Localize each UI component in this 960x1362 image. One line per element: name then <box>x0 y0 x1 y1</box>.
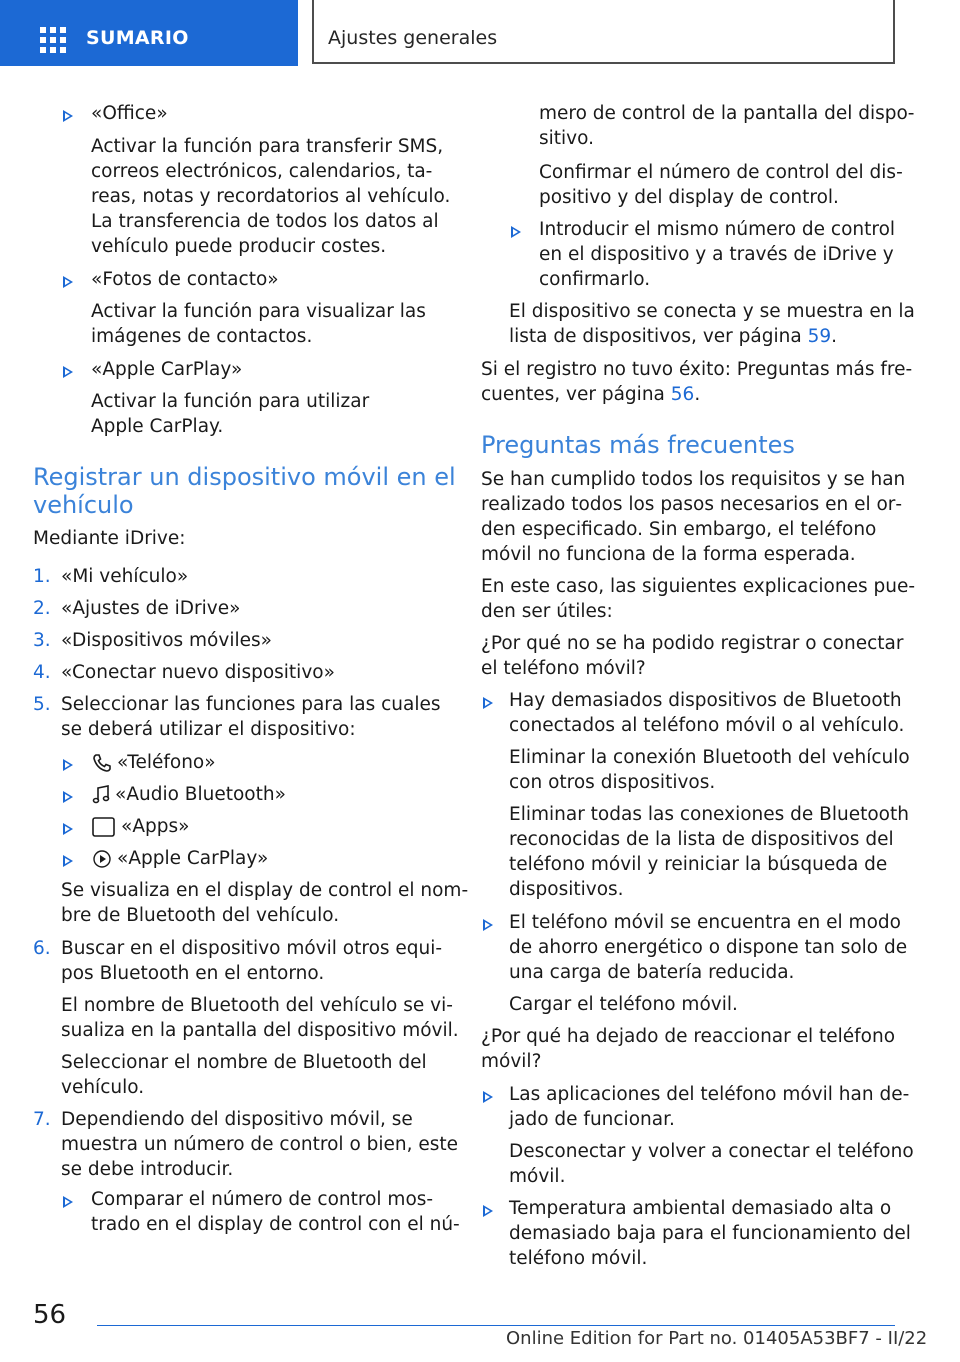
faq-text: móvil no funciona de la forma esperada. <box>481 544 856 565</box>
step-text: Seleccionar las funciones para las cuales <box>61 694 441 715</box>
carplay-text-line: Activar la función para utilizar <box>91 391 370 412</box>
option-telefono <box>91 750 216 776</box>
fail-text: cuentes, ver página 56. <box>481 384 701 405</box>
substep-text: en el dispositivo y a través de iDrive y <box>539 244 894 265</box>
fotos-title: «Fotos de contacto» <box>91 269 279 290</box>
substep-text: Introducir el mismo número de control <box>539 219 896 240</box>
answer-text: Temperatura ambiental demasiado alta o <box>509 1198 892 1219</box>
bullet-triangle-icon <box>483 919 493 931</box>
step-text: vehículo. <box>61 1077 145 1098</box>
option-label: «Teléfono» <box>117 752 216 773</box>
sumario-button[interactable] <box>0 0 298 66</box>
answer-text: Desconectar y volver a conectar el teléfono <box>509 1141 914 1162</box>
fail-text-part: cuentes, ver página <box>481 384 665 405</box>
sumario-label: SUMARIO <box>86 27 189 49</box>
option-label: «Apple CarPlay» <box>117 848 269 869</box>
step-text: «Dispositivos móviles» <box>61 630 272 651</box>
option-label: «Apps» <box>121 816 190 837</box>
answer-text: con otros dispositivos. <box>509 772 716 793</box>
step-text: se debe introducir. <box>61 1159 234 1180</box>
option-apple-carplay <box>91 846 268 872</box>
bullet-triangle-icon <box>63 855 73 867</box>
answer-text: una carga de batería reducida. <box>509 962 795 983</box>
step-text: El nombre de Bluetooth del vehículo se vi‐ <box>61 995 453 1016</box>
music-note-icon <box>91 784 111 806</box>
step-number: 7. <box>33 1109 51 1130</box>
page-link-56[interactable]: 56 <box>670 384 695 405</box>
answer-text: Hay demasiados dispositivos de Bluetooth <box>509 690 902 711</box>
substep-text: mero de control de la pantalla del dispo‐ <box>539 103 915 124</box>
fail-text: Si el registro no tuvo éxito: Preguntas más fre‐ <box>481 359 913 380</box>
bullet-triangle-icon <box>63 110 73 122</box>
carplay-play-icon <box>91 848 113 870</box>
page-link-59[interactable]: 59 <box>807 326 832 347</box>
option-apps <box>91 814 189 840</box>
answer-text: conectados al teléfono móvil o al vehículo. <box>509 715 905 736</box>
step-text: «Conectar nuevo dispositivo» <box>61 662 335 683</box>
substep-text: confirmarlo. <box>539 269 651 290</box>
substep-text: positivo y del display de control. <box>539 187 839 208</box>
answer-text: Eliminar todas las conexiones de Bluetooth <box>509 804 909 825</box>
grid-menu-icon <box>40 29 66 51</box>
section-heading-faq: Preguntas más frecuentes <box>481 431 795 459</box>
footer-divider <box>97 1325 895 1326</box>
answer-text: Las aplicaciones del teléfono móvil han de‐ <box>509 1084 910 1105</box>
substep-text: Confirmar el número de control del dis‐ <box>539 162 903 183</box>
substep-text: sitivo. <box>539 128 594 149</box>
page-header <box>0 0 960 66</box>
answer-text: dispositivos. <box>509 879 624 900</box>
office-text-line: La transferencia de todos los datos al <box>91 211 439 232</box>
step-number: 1. <box>33 566 51 587</box>
fotos-text-line: imágenes de contactos. <box>91 326 313 347</box>
answer-text: reconocidas de la lista de dispositivos del <box>509 829 894 850</box>
bullet-triangle-icon <box>511 226 521 238</box>
step-text: Seleccionar el nombre de Bluetooth del <box>61 1052 427 1073</box>
carplay-title: «Apple CarPlay» <box>91 359 243 380</box>
step-text: Buscar en el dispositivo móvil otros equi‐ <box>61 938 443 959</box>
option-label: «Audio Bluetooth» <box>115 784 286 805</box>
step-text-part: lista de dispositivos, ver página <box>509 326 802 347</box>
bullet-triangle-icon <box>63 823 73 835</box>
answer-text: teléfono móvil y reiniciar la búsqueda de <box>509 854 888 875</box>
office-text-line: reas, notas y recordatorios al vehículo. <box>91 186 451 207</box>
chapter-header <box>312 0 895 64</box>
faq-text: Se han cumplido todos los requisitos y se han <box>481 469 906 490</box>
office-text-line: correos electrónicos, calendarios, ta‐ <box>91 161 433 182</box>
answer-text: El teléfono móvil se encuentra en el modo <box>509 912 901 933</box>
step-text: pos Bluetooth en el entorno. <box>61 963 325 984</box>
step-text: «Ajustes de iDrive» <box>61 598 241 619</box>
faq-text: realizado todos los pasos necesarios en el or‐ <box>481 494 903 515</box>
apps-square-icon <box>91 816 117 838</box>
page-number: 56 <box>33 1300 67 1330</box>
step-text: «Mi vehículo» <box>61 566 189 587</box>
office-text-line: vehículo puede producir costes. <box>91 236 387 257</box>
step-number: 5. <box>33 694 51 715</box>
answer-text: demasiado baja para el funcionamiento del <box>509 1223 911 1244</box>
fotos-text-line: Activar la función para visualizar las <box>91 301 426 322</box>
bullet-triangle-icon <box>63 759 73 771</box>
bullet-triangle-icon <box>63 791 73 803</box>
step-number: 4. <box>33 662 51 683</box>
office-text-line: Activar la función para transferir SMS, <box>91 136 444 157</box>
answer-text: jado de funcionar. <box>509 1109 675 1130</box>
substep-text: trado en el display de control con el nú‐ <box>91 1214 460 1235</box>
substep-text: Comparar el número de control mos‐ <box>91 1189 434 1210</box>
office-title: «Office» <box>91 103 168 124</box>
question-text: ¿Por qué no se ha podido registrar o conectar <box>481 633 904 654</box>
step-text: muestra un número de control o bien, este <box>61 1134 459 1155</box>
step-text: sualiza en la pantalla del dispositivo móvil. <box>61 1020 459 1041</box>
bullet-triangle-icon <box>63 366 73 378</box>
question-text: móvil? <box>481 1051 542 1072</box>
carplay-text-line: Apple CarPlay. <box>91 416 224 437</box>
question-text: ¿Por qué ha dejado de reaccionar el teléfono <box>481 1026 896 1047</box>
step-text: El dispositivo se conecta y se muestra en la <box>509 301 915 322</box>
answer-text: de ahorro energético o dispone tan solo de <box>509 937 908 958</box>
phone-icon <box>91 752 113 774</box>
answer-text: teléfono móvil. <box>509 1248 648 1269</box>
faq-text: den ser útiles: <box>481 601 613 622</box>
step-number: 3. <box>33 630 51 651</box>
step-text: Dependiendo del dispositivo móvil, se <box>61 1109 413 1130</box>
answer-text: Eliminar la conexión Bluetooth del vehículo <box>509 747 910 768</box>
faq-text: En este caso, las siguientes explicaciones pue‐ <box>481 576 916 597</box>
footer-edition: Online Edition for Part no. 01405A53BF7 - II/22 <box>506 1328 928 1349</box>
bullet-triangle-icon <box>63 276 73 288</box>
question-text: el teléfono móvil? <box>481 658 646 679</box>
faq-text: den especificado. Sin embargo, el teléfono <box>481 519 877 540</box>
option-audio-bluetooth <box>91 782 286 808</box>
answer-text: Cargar el teléfono móvil. <box>509 994 738 1015</box>
step-text: lista de dispositivos, ver página 59. <box>509 326 837 347</box>
bullet-triangle-icon <box>483 1205 493 1217</box>
bullet-triangle-icon <box>483 697 493 709</box>
step-text: bre de Bluetooth del vehículo. <box>61 905 340 926</box>
chapter-title: Ajustes generales <box>328 27 498 49</box>
step-number: 2. <box>33 598 51 619</box>
step-number: 6. <box>33 938 51 959</box>
section-heading-register-cont: vehículo <box>33 491 134 519</box>
bullet-triangle-icon <box>483 1091 493 1103</box>
bullet-triangle-icon <box>63 1196 73 1208</box>
step-text: se deberá utilizar el dispositivo: <box>61 719 356 740</box>
step-text: Se visualiza en el display de control el nom‐ <box>61 880 469 901</box>
answer-text: móvil. <box>509 1166 566 1187</box>
section-heading-register: Registrar un dispositivo móvil en el <box>33 463 456 491</box>
register-intro: Mediante iDrive: <box>33 528 186 549</box>
